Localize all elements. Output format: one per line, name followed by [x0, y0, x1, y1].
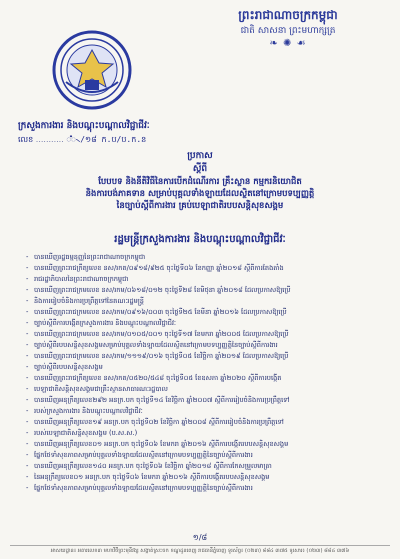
reference-line: លេខ ........... ᯰᯱ᯲/១៨ ក.ប/ប.ក.ន — [18, 135, 147, 144]
list-item: - ច្បាប់ស្តីពីរបបសន្តិសុខសង្គមសម្រាប់បុគ្គលទាំងឡាយដែលស្ថិតនៅក្រោមបទប្បញ្ញត្តិនៃច្បាប់ស្តីពីការងារ — [26, 340, 386, 351]
list-item: - បានឃើញអនុក្រឹត្យលេខ១៩ អនក្រ.បក ចុះថ្ងៃទី០២ ខែវិច្ឆិកា ឆ្នាំ២០០៨ ស្តីពីការរៀបចំនិងការប្រព្រឹត្តទៅ — [26, 417, 386, 428]
list-item: - បានឃើញអនុក្រឹត្យលេខ២៩២ អនក្រ.បក ចុះថ្ងៃទី១៤ ខែវិច្ឆិកា ឆ្នាំ២០០៧ ស្តីពីការរៀបចំនិងការប្រព្រឹត្តទៅ — [26, 395, 386, 406]
ornament-divider: ❧ ✺ ☙ — [269, 38, 307, 49]
title-about: ស្តីពី — [192, 164, 208, 174]
list-item: - បានឃើញព្រះរាជក្រមលេខ នស/រកម/០៩១៦/០០៣ ចុះថ្ងៃទី២៥ ខែមីនា ឆ្នាំ២០១៦ ដែលប្រកាសឱ្យប្រើ — [26, 307, 386, 318]
list-item: - បានឃើញអនុក្រឹត្យលេខ១៤០ អនក្រ.បក ចុះថ្ងៃទី០៦ ខែវិច្ឆិកា ឆ្នាំ២០១៨ ស្តីពីការកែសម្រួលមាត្រា — [26, 461, 386, 472]
list-item: - បានឃើញព្រះរាជក្រមលេខ នស/រកម/០១០៥/០០១ ចុះថ្ងៃទី១៧ ខែមករា ឆ្នាំ២០០៥ ដែលប្រកាសឱ្យប្រើ — [26, 329, 386, 340]
minister-heading: រដ្ឋមន្ត្រីក្រសួងការងារ និងបណ្តុះបណ្តាលវិជ្ជាជីវៈ — [114, 234, 286, 245]
list-item: - និងការរៀបចំនិងការប្រព្រឹត្តទៅនៃគណៈរដ្ឋមន្ត្រី — [26, 296, 386, 307]
title-line-1: បែបបទ និងនីតិវិធីនៃការបើកដំណើរការ គ្រឹះស្ថាន កម្មករនិយោជិត — [98, 177, 302, 187]
ministry-name: ក្រសួងការងារ និងបណ្តុះបណ្តាលវិជ្ជាជីវៈ — [18, 121, 150, 131]
footer-address: អាសយដ្ឋាន៖ អគារលេខ៣ មហាវិថីព្រះមុនីវង្ស សង្កាត់ស្រះចក ខណ្ឌដូនពេញ រាជធានីភ្នំពេញ ទូរស័ព្ទ៖ (០២៣) ៨៨៤ ៣៧៥ ទូរសារ៖ (០២៣) ៨៨៤ ៣៧៦ — [50, 548, 350, 554]
footer-divider — [10, 545, 390, 546]
list-item: - របស់បេឡាជាតិសន្តិសុខសង្គម (ប.ស.ស.) — [26, 428, 386, 439]
list-item: - បានឃើញព្រះរាជក្រឹត្យលេខ នស/រកត/០៩១៨/៩២៥ ចុះថ្ងៃទី០៦ ខែកញ្ញា ឆ្នាំ២០១៨ ស្តីពីការតែងតាំង — [26, 263, 386, 274]
list-item: - របស់ក្រសួងការងារ និងបណ្តុះបណ្តាលវិជ្ជាជីវៈ — [26, 406, 386, 417]
list-item: - ផ្នែកថែទាំសុខភាពសម្រាប់បុគ្គលទាំងឡាយដែលស្ថិតនៅក្រោមបទប្បញ្ញត្តិនៃច្បាប់ស្តីពីការងារ — [26, 450, 386, 461]
reference-label: លេខ — [18, 135, 34, 144]
list-item: - បានឃើញព្រះរាជក្រមលេខ នស/រកម/១១១៩/០១៦ ចុះថ្ងៃទី០៥ ខែវិច្ឆិកា ឆ្នាំ២០១៩ ដែលប្រកាសឱ្យប្រើ — [26, 351, 386, 362]
list-item: - បានឃើញព្រះរាជក្រឹត្យលេខ នស/រកត/០៥២០/៥៤៨ ចុះថ្ងៃទី០៥ ខែឧសភា ឆ្នាំ២០២០ ស្តីពីការបង្កើត — [26, 373, 386, 384]
list-item: - បានឃើញរដ្ឋធម្មនុញ្ញនៃព្រះរាជាណាចក្រកម្ពុជា — [26, 252, 386, 263]
list-item: - បានឃើញអនុក្រឹត្យលេខ០១ អនក្រ.បក ចុះថ្ងៃទី០៦ ខែមករា ឆ្នាំ២០១៦ ស្តីពីការបង្កើតរបបសន្តិសុខសង្គម — [26, 439, 386, 450]
document-title — [0, 150, 400, 212]
list-item: - បេឡាជាតិសន្តិសុខសង្គមជាគ្រឹះស្ថានសាធារណៈរដ្ឋបាល — [26, 384, 386, 395]
list-item: - រាជរដ្ឋាភិបាលនៃព្រះរាជាណាចក្រកម្ពុជា — [26, 274, 386, 285]
list-item: - ច្បាប់ស្តីពីការបង្កើតក្រសួងការងារ និងបណ្តុះបណ្តាលវិជ្ជាជីវៈ — [26, 318, 386, 329]
list-item: - នៃអនុក្រឹត្យលេខ០១ អនក្រ.បក ចុះថ្ងៃទី០៦ ខែមករា ឆ្នាំ២០១៦ ស្តីពីការបង្កើតរបបសន្តិសុខសង្គម — [26, 472, 386, 483]
document-type: ប្រកាស — [187, 151, 213, 161]
list-item: - ច្បាប់ស្តីពីរបបសន្តិសុខសង្គម — [26, 362, 386, 373]
ministry-logo — [52, 30, 132, 110]
list-item: - បានឃើញព្រះរាជក្រមលេខ នស/រកម/០៦១៨/០១២ ចុះថ្ងៃទី២៨ ខែមិថុនា ឆ្នាំ២០១៨ ដែលប្រកាសឱ្យប្រើ — [26, 285, 386, 296]
kingdom-name: ព្រះរាជាណាចក្រកម្ពុជា — [238, 8, 338, 22]
national-motto: ជាតិ សាសនា ព្រះមហាក្សត្រ — [240, 26, 336, 36]
title-line-3: នៃច្បាប់ស្តីពីការងារ គ្រប់បេឡាជាតិរបបសន្តិសុខសង្គម — [116, 201, 284, 211]
page-number: ១/៨ — [192, 533, 208, 542]
reference-number: ᯰᯱ᯲/១៨ ក.ប/ប.ក.ន — [66, 135, 147, 144]
list-item: - ផ្នែកថែទាំសុខភាពសម្រាប់បុគ្គលទាំងឡាយដែលស្ថិតនៅក្រោមបទប្បញ្ញត្តិនៃច្បាប់ស្តីពីការងារ — [26, 483, 386, 494]
title-line-2: និងការបង់ភាគទាន សម្រាប់បុគ្គលទាំងឡាយដែលស្ថិតនៅក្រោមបទប្បញ្ញត្តិ — [85, 189, 315, 199]
legal-basis-list — [26, 252, 386, 494]
letterhead — [188, 6, 388, 50]
